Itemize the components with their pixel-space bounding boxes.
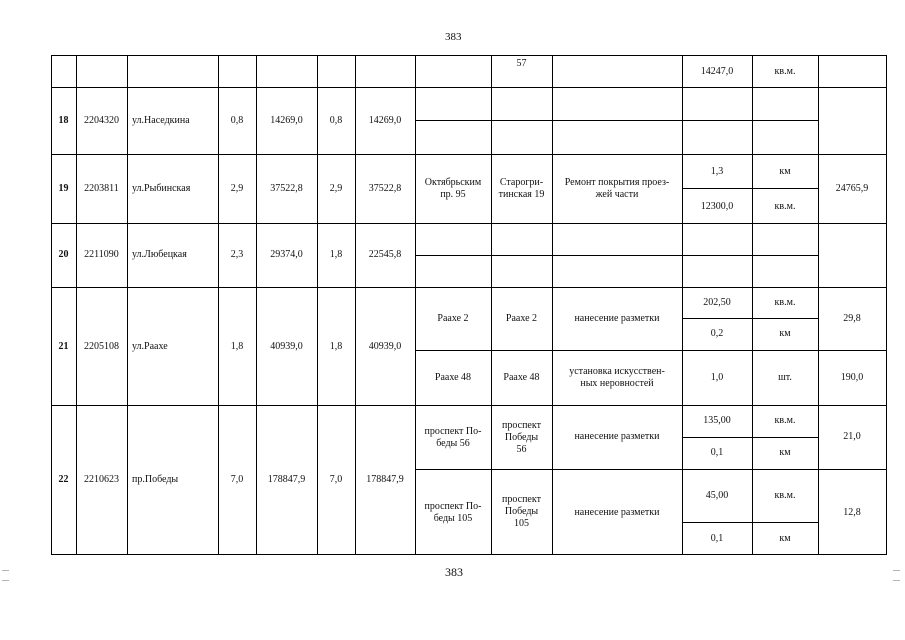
row21-s2-cost: 190,0 xyxy=(840,372,864,383)
row21-b2: 40939,0 xyxy=(368,341,402,352)
row21-s1-u1: кв.м. xyxy=(774,297,796,308)
row21-a2: 1,8 xyxy=(329,341,343,352)
row20-a2: 1,8 xyxy=(329,249,343,260)
row21-s1-cost: 29,8 xyxy=(843,313,861,324)
row22-s2-from: проспект По- беды 105 xyxy=(424,501,482,524)
row19-b2: 37522,8 xyxy=(368,183,402,194)
row18-b1: 14269,0 xyxy=(270,115,303,126)
cont-qty: 14247,0 xyxy=(700,66,734,77)
row22-s1-q2: 0,1 xyxy=(710,447,724,458)
row22-s1-work: нанесение разметки xyxy=(574,431,660,442)
row22-num: 22 xyxy=(58,474,69,485)
row21-s2-q: 1,0 xyxy=(710,372,724,383)
row21-s1-to: Раахе 2 xyxy=(505,313,538,324)
row21-s2-from: Раахе 48 xyxy=(434,372,472,383)
row20-street: ул.Любецкая xyxy=(132,249,187,260)
row21-s2-to: Раахе 48 xyxy=(503,372,540,383)
row19-a2: 2,9 xyxy=(329,183,343,194)
row19-u2: кв.м. xyxy=(774,201,796,212)
row19-q1: 1,3 xyxy=(710,166,724,177)
row20-b2: 22545,8 xyxy=(368,249,402,260)
cont-unit: кв.м. xyxy=(774,66,796,77)
row19-from: Октябрьским пр. 95 xyxy=(424,177,482,200)
row20-b1: 29374,0 xyxy=(270,249,303,260)
row22-s2-u1: кв.м. xyxy=(774,490,796,501)
row21-b1: 40939,0 xyxy=(270,341,303,352)
page-number-top: 383 xyxy=(445,31,462,43)
margin-mark-left: — xyxy=(2,576,9,584)
row22-s1-to: проспект Победы 56 xyxy=(502,420,541,455)
margin-mark-left: — xyxy=(2,566,9,574)
row22-s1-u1: кв.м. xyxy=(774,415,796,426)
row22-s1-u2: км xyxy=(779,447,791,458)
row22-s2-cost: 12,8 xyxy=(843,507,861,518)
row21-code: 2205108 xyxy=(84,341,119,352)
row22-code: 2210623 xyxy=(84,474,119,485)
page-number-bottom: 383 xyxy=(445,565,463,579)
row22-a1: 7,0 xyxy=(230,474,244,485)
row22-s1-cost: 21,0 xyxy=(843,431,861,442)
row18-num: 18 xyxy=(58,115,69,126)
row19-b1: 37522,8 xyxy=(270,183,303,194)
cont-from: 57 xyxy=(516,58,527,69)
row22-s1-q1: 135,00 xyxy=(703,415,731,426)
margin-mark-right: — xyxy=(893,576,900,584)
row18-b2: 14269,0 xyxy=(368,115,402,126)
row22-s1-from: проспект По- беды 56 xyxy=(424,426,482,449)
row22-s2-to: проспект Победы 105 xyxy=(502,494,541,529)
row22-street: пр.Победы xyxy=(132,474,179,485)
row22-s2-work: нанесение разметки xyxy=(574,507,660,518)
row21-num: 21 xyxy=(58,341,69,352)
row22-a2: 7,0 xyxy=(329,474,343,485)
row21-s2-work: установка искусствен- ных неровностей xyxy=(569,366,665,389)
margin-mark-right: — xyxy=(893,566,900,574)
row19-work: Ремонт покрытия проез- жей части xyxy=(564,177,670,200)
row21-s1-u2: км xyxy=(779,328,791,339)
row21-s1-q1: 202,50 xyxy=(703,297,731,308)
row20-code: 2211090 xyxy=(84,249,119,260)
row21-s1-q2: 0,2 xyxy=(710,328,724,339)
row22-b2: 178847,9 xyxy=(366,474,404,485)
row19-a1: 2,9 xyxy=(230,183,244,194)
row19-num: 19 xyxy=(58,183,69,194)
row19-code: 2203811 xyxy=(84,183,119,194)
row22-b1: 178847,9 xyxy=(267,474,306,485)
row19-u1: км xyxy=(779,166,791,177)
row22-s2-q2: 0,1 xyxy=(710,533,724,544)
row22-s2-u2: км xyxy=(779,533,791,544)
row21-s1-work: нанесение разметки xyxy=(574,313,660,324)
row18-street: ул.Наседкина xyxy=(132,115,190,126)
row19-q2: 12300,0 xyxy=(700,201,734,212)
row19-to: Старогри- тинская 19 xyxy=(498,177,545,200)
row19-cost: 24765,9 xyxy=(835,183,869,194)
row21-a1: 1,8 xyxy=(230,341,244,352)
row19-street: ул.Рыбинская xyxy=(132,183,191,194)
row18-code: 2204320 xyxy=(84,115,119,126)
row20-num: 20 xyxy=(58,249,69,260)
row22-s2-q1: 45,00 xyxy=(705,490,729,501)
row21-s2-u: шт. xyxy=(778,372,792,383)
row21-s1-from: Раахе 2 xyxy=(437,313,469,324)
row21-street: ул.Раахе xyxy=(132,341,168,352)
row20-a1: 2,3 xyxy=(230,249,244,260)
row18-a2: 0,8 xyxy=(329,115,343,126)
row18-a1: 0,8 xyxy=(230,115,244,126)
